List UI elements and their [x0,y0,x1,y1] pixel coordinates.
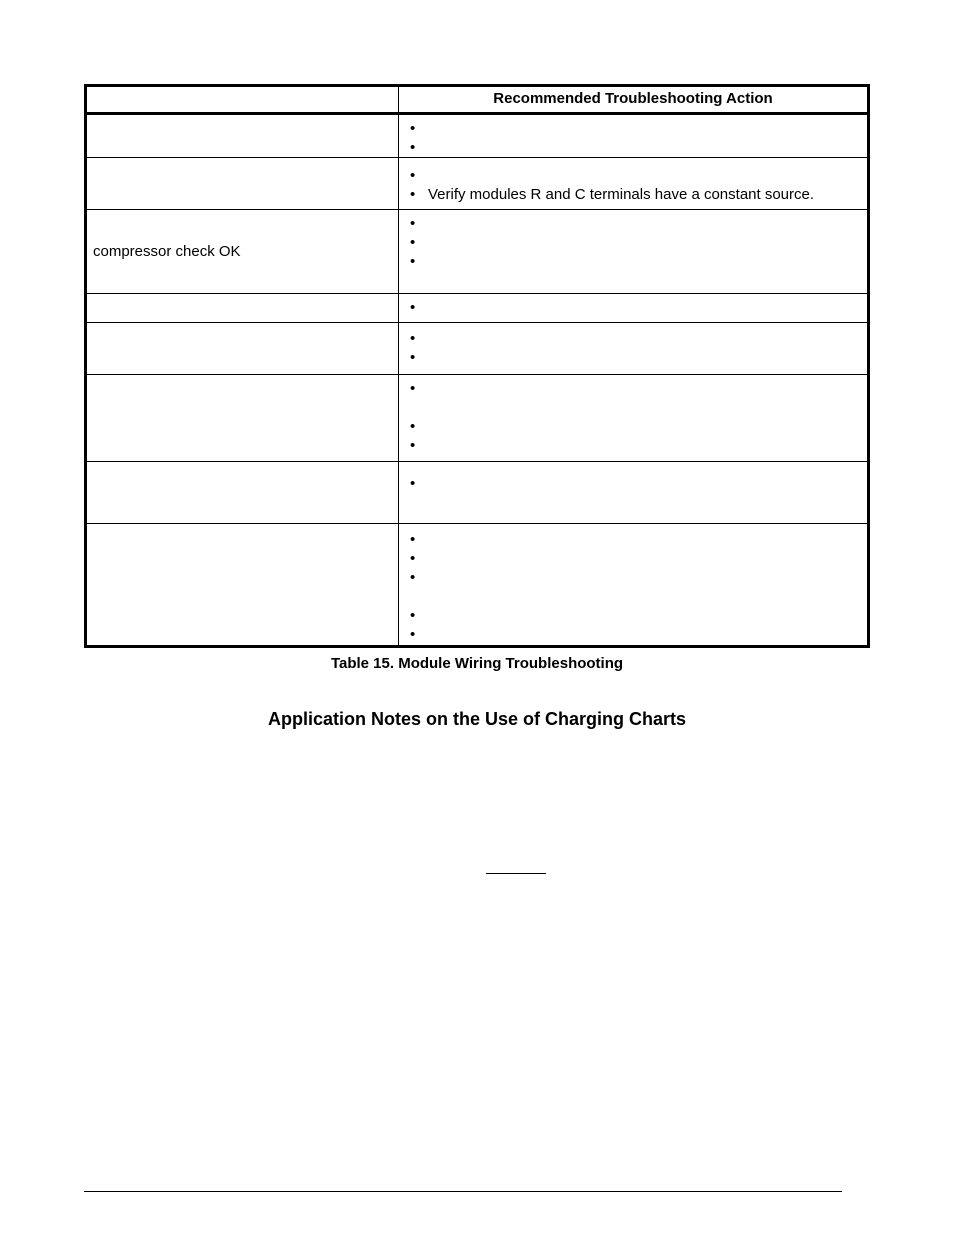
action-cell [399,375,869,462]
bullet-item [405,138,861,157]
bullet-icon: • [410,186,416,203]
bullet-item [405,549,861,568]
table-header-row [86,86,869,114]
table-row [86,114,869,158]
action-cell [399,210,869,294]
table-row [86,375,869,462]
bullet-icon: • [410,437,416,454]
table-row [86,294,869,323]
bullet-item [405,474,861,493]
bullet-item [405,436,861,455]
bullet-item [405,606,861,625]
action-cell [399,294,869,323]
bullet-icon: • [410,234,416,251]
bullet-item [405,185,861,204]
problem-cell [86,375,399,462]
section-title: Application Notes on the Use of Charging Charts [267,709,687,729]
action-cell [399,323,869,375]
header-action: Recommended Troubleshooting Action [399,86,869,114]
bullet-item [405,329,861,348]
problem-cell: compressor check OK [86,210,399,294]
problem-cell [86,524,399,647]
problem-cell [86,294,399,323]
table-row [86,158,869,210]
bullet-item [405,417,861,436]
bullet-item [405,568,861,587]
table-row [86,323,869,375]
bullet-icon: • [410,626,416,643]
table-row [86,462,869,524]
table-row [86,524,869,647]
bullet-item [405,252,861,271]
action-cell [399,462,869,524]
bullet-item [405,119,861,138]
bullet-icon: • [410,607,416,624]
bullet-icon: • [410,475,416,492]
bullet-item [405,298,861,317]
bullet-icon: • [410,215,416,232]
action-cell [399,524,869,647]
problem-cell [86,158,399,210]
table-caption: Table 15. Module Wiring Troubleshooting [330,655,624,672]
bullet-icon: • [410,531,416,548]
bullet-item [405,233,861,252]
troubleshooting-table [84,84,870,648]
bullet-icon: • [410,380,416,397]
action-cell [399,114,869,158]
footer-divider [84,1191,842,1192]
bullet-item [405,348,861,367]
bullet-icon: • [410,330,416,347]
action-cell [399,158,869,210]
bullet-item [405,625,861,644]
bullet-icon: • [410,120,416,137]
bullet-item [405,379,861,398]
bullet-icon: • [410,569,416,586]
bullet-item [405,214,861,233]
table-row [86,210,869,294]
problem-cell [86,114,399,158]
header-problem [86,86,399,114]
bullet-icon: • [410,418,416,435]
bullet-item [405,166,861,185]
problem-cell [86,462,399,524]
bullet-icon: • [410,550,416,567]
bullet-icon: • [410,167,416,184]
bullet-text: Verify modules R and C terminals have a constant source. [428,186,815,203]
bullet-icon: • [410,299,416,316]
bullet-icon: • [410,349,416,366]
problem-cell [86,323,399,375]
bullet-icon: • [410,139,416,156]
bullet-item [405,530,861,549]
bullet-icon: • [410,253,416,270]
short-rule-divider [486,873,546,874]
